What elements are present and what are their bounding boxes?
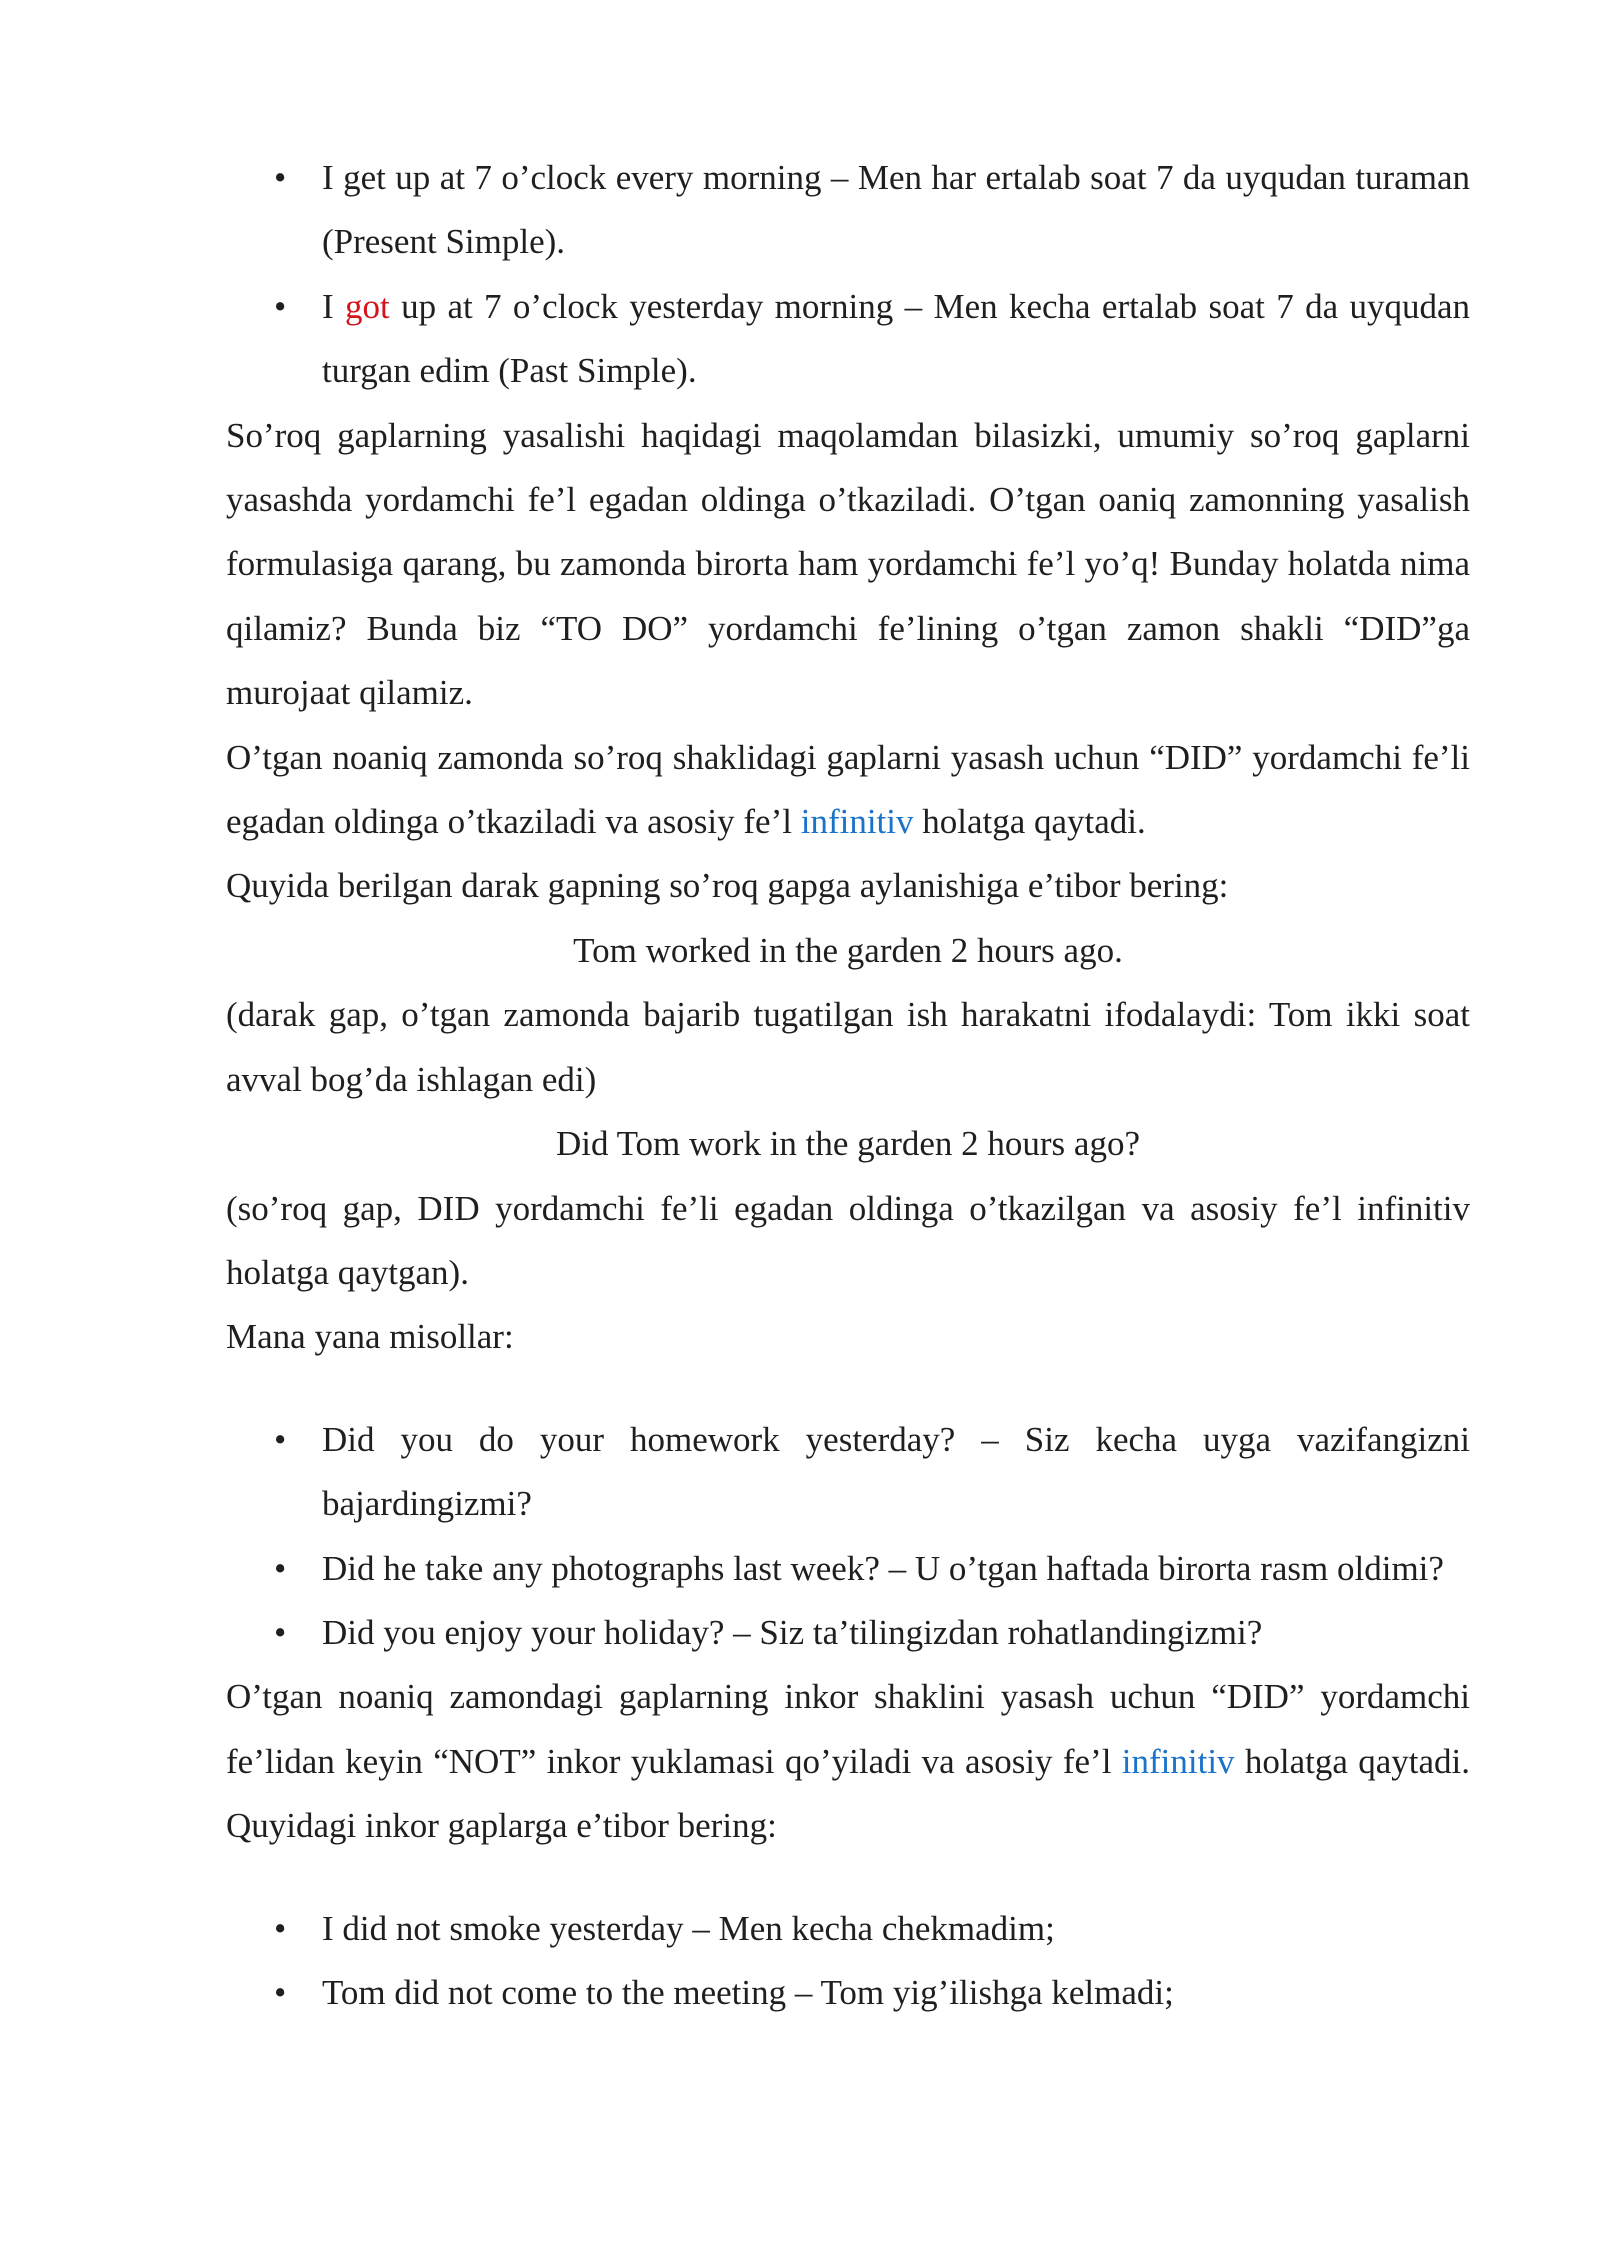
- list-item-text: Tom did not come to the meeting – Tom yig’ilishga kelmadi;: [322, 1972, 1174, 2012]
- paragraph-more-examples: Mana yana misollar:: [226, 1317, 514, 1357]
- paragraph-text-post: holatga qaytadi.: [913, 802, 1146, 842]
- note-affirmative: (darak gap, o’tgan zamonda bajarib tugatilgan ish harakatni ifodalaydi: Tom ikki soat avval bog’da ishlagan edi): [226, 995, 1470, 1099]
- highlighted-word: got: [345, 286, 390, 326]
- bullet-icon: •: [274, 1908, 287, 1948]
- bullet-list-present-past: [226, 146, 1470, 404]
- note-question: (so’roq gap, DID yordamchi fe’li egadan oldinga o’tkazilgan va asosiy fe’l infinitiv holatga qaytgan).: [226, 1188, 1470, 1292]
- infinitiv-link[interactable]: infinitiv: [1121, 1741, 1235, 1781]
- list-item-text: I did not smoke yesterday – Men kecha chekmadim;: [322, 1908, 1055, 1948]
- paragraph-negative-rule: [226, 1665, 1470, 1858]
- bullet-icon: •: [274, 1612, 287, 1652]
- spacer: [226, 1859, 1470, 1897]
- paragraph-instruction: Quyida berilgan darak gapning so’roq gapga aylanishiga e’tibor bering:: [226, 866, 1229, 906]
- spacer: [226, 1370, 1470, 1408]
- list-item-text-pre: I: [322, 286, 346, 326]
- bullet-icon: •: [274, 158, 287, 197]
- list-item-text-post: up at 7 o’clock yesterday morning – Men kecha ertalab soat 7 da uyqudan turgan edim (Past Simple).: [322, 286, 1470, 391]
- list-item: [226, 1961, 1470, 2025]
- list-item: [226, 1408, 1470, 1537]
- list-item-text: I get up at 7 o’clock every morning – Men har ertalab soat 7 da uyqudan turaman (Present Simple).: [322, 158, 1470, 262]
- list-item-text: Did he take any photographs last week? – U o’tgan haftada birorta rasm oldimi?: [322, 1548, 1444, 1588]
- list-item: [226, 1897, 1470, 1961]
- bullet-list-negative-examples: [226, 1897, 1470, 2026]
- bullet-icon: •: [274, 1972, 287, 2012]
- document-page: [226, 146, 1470, 2025]
- list-item: [226, 1601, 1470, 1665]
- list-item-text: Did you do your homework yesterday? – Siz kecha uyga vazifangizni bajardingizmi?: [322, 1419, 1470, 1524]
- paragraph-text-post: holatga qaytadi. Quyidagi inkor gaplarga e’tibor bering:: [226, 1741, 1470, 1846]
- example-question: Did Tom work in the garden 2 hours ago?: [555, 1124, 1140, 1164]
- bullet-icon: •: [274, 1548, 287, 1588]
- paragraph-text-pre: O’tgan noaniq zamonda so’roq shaklidagi gaplarni yasash uchun “DID” yordamchi fe’li egadan oldinga o’tkaziladi va asosiy fe’l: [226, 737, 1470, 842]
- bullet-list-question-examples: [226, 1408, 1470, 1666]
- bullet-icon: •: [274, 1419, 287, 1459]
- example-affirmative: Tom worked in the garden 2 hours ago.: [573, 930, 1123, 970]
- list-item: [226, 146, 1470, 275]
- paragraph-did-rule: [226, 726, 1470, 855]
- list-item-text: Did you enjoy your holiday? – Siz ta’tilingizdan rohatlandingizmi?: [322, 1612, 1263, 1652]
- paragraph-intro-question-forms: So’roq gaplarning yasalishi haqidagi maqolamdan bilasizki, umumiy so’roq gaplarni yasashda yordamchi fe’l egadan oldinga o’tkaziladi. O’tgan oaniq zamonning yasalish formulasiga qarang, bu zamonda birorta ham yordamchi fe’l yo’q! Bunday holatda nima qilamiz? Bunda biz “TO DO” yordamchi fe’lining o’tgan zamon shakli “DID”ga murojaat qilamiz.: [226, 415, 1470, 713]
- list-item: [226, 1537, 1470, 1601]
- paragraph-text-pre: O’tgan noaniq zamondagi gaplarning inkor shaklini yasash uchun “DID” yordamchi fe’lidan keyin “NOT” inkor yuklamasi qo’yiladi va asosiy fe’l: [226, 1677, 1470, 1781]
- infinitiv-link[interactable]: infinitiv: [800, 802, 914, 842]
- list-item: [226, 275, 1470, 404]
- bullet-icon: •: [274, 286, 287, 326]
